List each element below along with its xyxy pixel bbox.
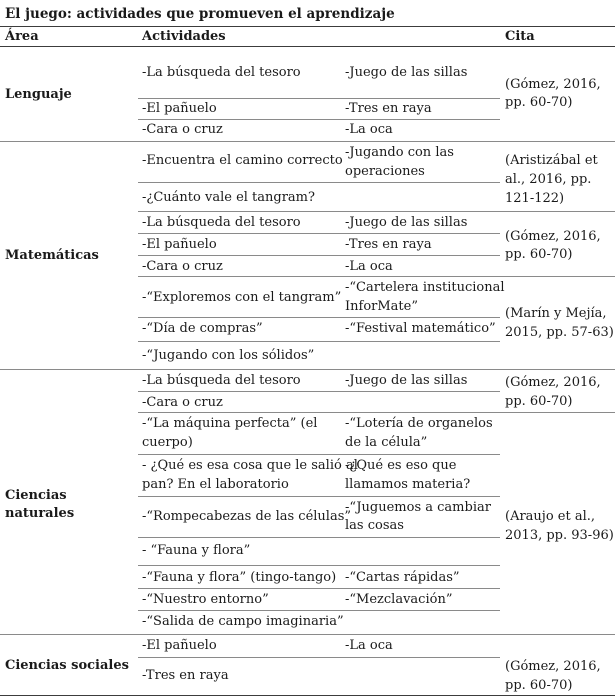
- header-activities: Actividades: [142, 29, 226, 44]
- activity-cell: -“Día de compras”: [142, 321, 263, 336]
- activity-cell: -“Salida de campo imaginaria”: [142, 614, 344, 629]
- citation: (Araujo et al.,: [505, 509, 596, 524]
- header-cite: Cita: [505, 29, 535, 44]
- citation: (Gómez, 2016,: [505, 659, 601, 674]
- citation: pp. 60-70): [505, 95, 573, 110]
- activity-cell: de la célula”: [345, 435, 428, 450]
- activity-cell: -La oca: [345, 638, 393, 653]
- table-title: El juego: actividades que promueven el aprendizaje: [5, 6, 395, 22]
- activity-cell: -“Fauna y flora” (tingo-tango): [142, 570, 337, 585]
- row-rule: [138, 454, 500, 455]
- citation: pp. 60-70): [505, 394, 573, 409]
- row-rule: [138, 610, 500, 611]
- activity-cell: -“Exploremos con el tangram”: [142, 290, 342, 305]
- row-rule: [138, 119, 500, 120]
- activity-cell: -Cara o cruz: [142, 259, 223, 274]
- activity-cell: pan? En el laboratorio: [142, 477, 289, 492]
- section-rule: [0, 369, 615, 370]
- activity-cell: operaciones: [345, 164, 425, 179]
- activity-cell: -Cara o cruz: [142, 122, 223, 137]
- row-rule: [138, 537, 500, 538]
- activity-cell: -“La máquina perfecta” (el: [142, 416, 318, 431]
- activity-cell: las cosas: [345, 518, 404, 533]
- citation: (Gómez, 2016,: [505, 375, 601, 390]
- activity-cell: -“Juguemos a cambiar: [345, 500, 491, 515]
- bottom-rule: [0, 695, 615, 696]
- activity-cell: -La búsqueda del tesoro: [142, 373, 301, 388]
- activity-cell: -Juego de las sillas: [345, 215, 468, 230]
- activity-cell: -“Nuestro entorno”: [142, 592, 269, 607]
- section-rule: [0, 634, 615, 635]
- activity-cell: - “Fauna y flora”: [142, 543, 251, 558]
- activity-cell: -Tres en raya: [142, 668, 229, 683]
- row-rule: [138, 211, 615, 212]
- row-rule: [138, 657, 500, 658]
- citation: (Aristizábal et: [505, 153, 598, 168]
- activity-cell: -“Cartelera institucional: [345, 280, 505, 295]
- citation: (Marín y Mejía,: [505, 306, 607, 321]
- activity-cell: -¿Qué es eso que: [345, 458, 457, 473]
- citation: pp. 60-70): [505, 678, 573, 693]
- area-ciencias-sociales: Ciencias sociales: [5, 658, 129, 673]
- activity-cell: -“Lotería de organelos: [345, 416, 493, 431]
- section-rule: [0, 141, 615, 142]
- area-matematicas: Matemáticas: [5, 248, 99, 263]
- activity-cell: llamamos materia?: [345, 477, 471, 492]
- row-rule: [138, 233, 500, 234]
- activity-cell: -Jugando con las: [345, 145, 454, 160]
- activity-cell: -La oca: [345, 259, 393, 274]
- activity-cell: -Juego de las sillas: [345, 65, 468, 80]
- area-ciencias-naturales: naturales: [5, 506, 75, 521]
- activity-cell: -“Cartas rápidas”: [345, 570, 460, 585]
- activity-cell: - ¿Qué es esa cosa que le salió al: [142, 458, 358, 473]
- citation: pp. 60-70): [505, 247, 573, 262]
- citation: al., 2016, pp.: [505, 172, 592, 187]
- area-lenguaje: Lenguaje: [5, 87, 72, 102]
- citation: (Gómez, 2016,: [505, 77, 601, 92]
- header-rule: [0, 46, 615, 47]
- activity-cell: -El pañuelo: [142, 101, 217, 116]
- activity-cell: -La búsqueda del tesoro: [142, 65, 301, 80]
- row-rule: [138, 255, 500, 256]
- activity-cell: -La oca: [345, 122, 393, 137]
- row-rule: [138, 341, 500, 342]
- activity-cell: -Cara o cruz: [142, 395, 223, 410]
- activity-cell: -El pañuelo: [142, 638, 217, 653]
- citation: (Gómez, 2016,: [505, 229, 601, 244]
- activity-cell: -La búsqueda del tesoro: [142, 215, 301, 230]
- citation: 2013, pp. 93-96): [505, 528, 614, 543]
- activity-cell: -Tres en raya: [345, 237, 432, 252]
- area-ciencias-naturales: Ciencias: [5, 488, 67, 503]
- activity-cell: -¿Cuánto vale el tangram?: [142, 190, 315, 205]
- row-rule: [138, 276, 615, 277]
- top-rule: [0, 26, 615, 27]
- row-rule: [138, 391, 500, 392]
- activity-cell: -“Festival matemático”: [345, 321, 496, 336]
- citation: 121-122): [505, 191, 565, 206]
- activity-cell: -Encuentra el camino correcto: [142, 153, 343, 168]
- header-area: Área: [5, 29, 39, 44]
- row-rule: [138, 317, 500, 318]
- row-rule: [138, 565, 500, 566]
- row-rule: [138, 98, 500, 99]
- activity-cell: -Juego de las sillas: [345, 373, 468, 388]
- activity-cell: -El pañuelo: [142, 237, 217, 252]
- row-rule: [138, 182, 500, 183]
- activity-cell: cuerpo): [142, 435, 193, 450]
- activity-cell: -Tres en raya: [345, 101, 432, 116]
- activity-cell: -“Mezclavación”: [345, 592, 453, 607]
- activity-cell: InforMate”: [345, 299, 418, 314]
- row-rule: [138, 412, 615, 413]
- row-rule: [138, 496, 500, 497]
- citation: 2015, pp. 57-63): [505, 325, 614, 340]
- activity-cell: -“Jugando con los sólidos”: [142, 348, 315, 363]
- activity-cell: -“Rompecabezas de las células”: [142, 509, 352, 524]
- row-rule: [138, 588, 500, 589]
